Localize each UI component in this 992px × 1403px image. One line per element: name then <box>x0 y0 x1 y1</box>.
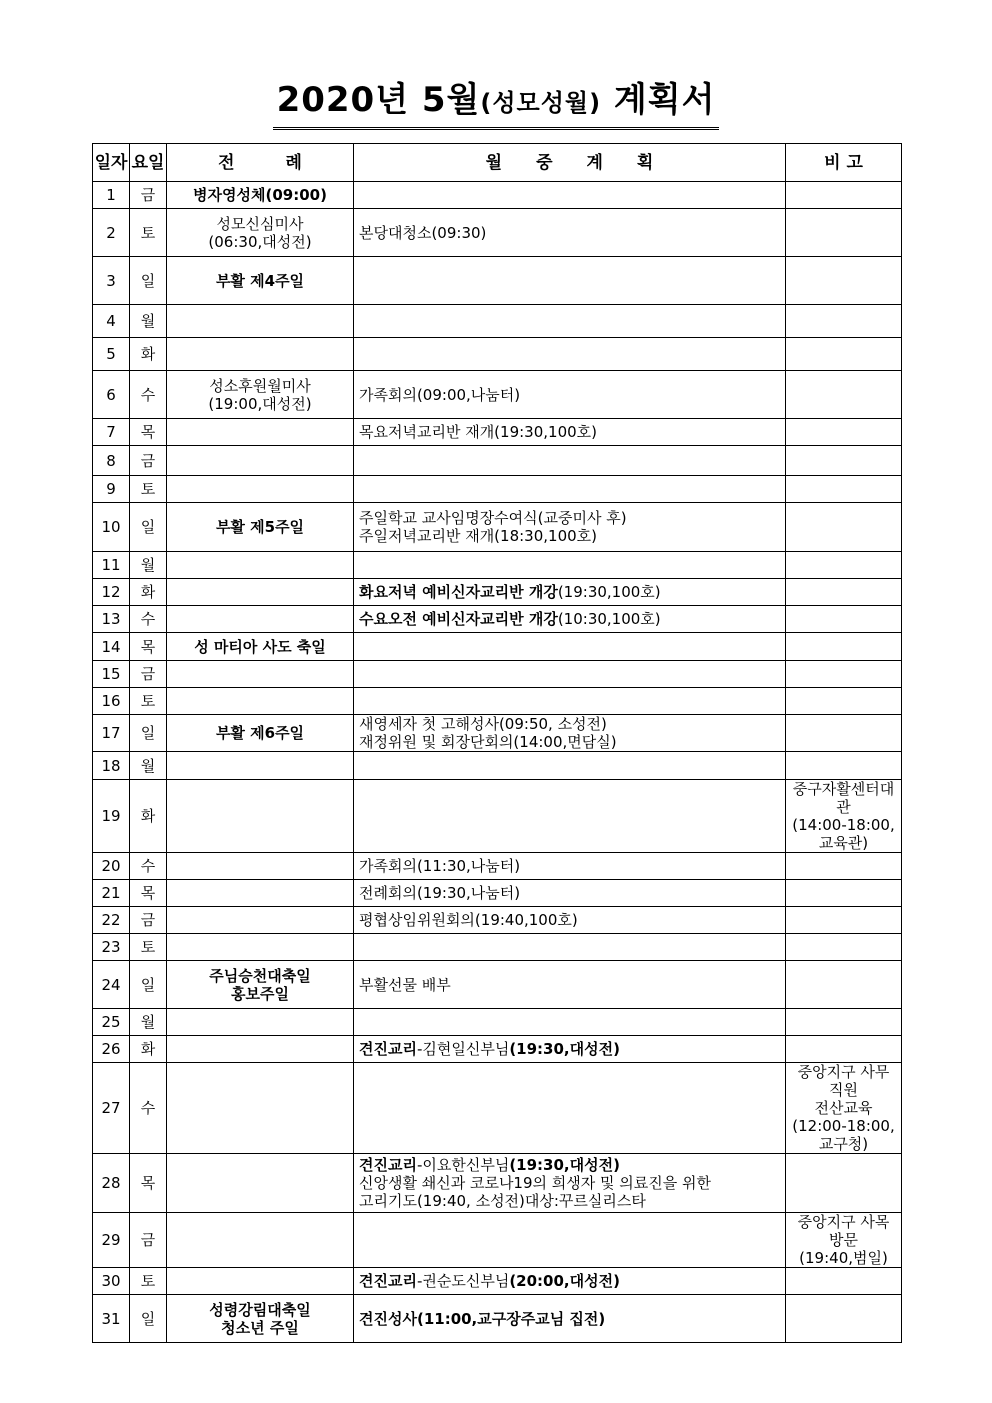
note-line: (14:00-18:00,교육관) <box>792 816 895 852</box>
weekday-cell: 수 <box>130 853 167 880</box>
weekday-cell: 목 <box>130 633 167 661</box>
plan-cell <box>354 907 786 934</box>
table-row <box>93 552 902 579</box>
note-cell <box>786 688 902 715</box>
note-cell <box>786 371 902 419</box>
table-body <box>93 182 902 1343</box>
weekday-cell: 월 <box>130 752 167 780</box>
liturgy-cell <box>167 552 354 579</box>
plan-cell <box>354 182 786 209</box>
plan-line: 재정위원 및 회장단회의(14:00,면담실) <box>359 733 617 751</box>
plan-line: 목요저녁교리반 재개(19:30,100호) <box>359 423 597 441</box>
note-line: 전산교육 <box>814 1099 873 1117</box>
day-cell: 29 <box>93 1213 130 1268</box>
table-row <box>93 338 902 371</box>
day-cell: 25 <box>93 1009 130 1036</box>
plan-cell <box>354 780 786 853</box>
note-cell <box>786 780 902 853</box>
page-title <box>273 78 720 130</box>
liturgy-cell <box>167 1009 354 1036</box>
table-row <box>93 476 902 503</box>
plan-line: 주일저녁교리반 재개(18:30,100호) <box>359 527 597 545</box>
day-cell: 1 <box>93 182 130 209</box>
weekday-cell: 토 <box>130 934 167 961</box>
table-row <box>93 853 902 880</box>
plan-cell <box>354 446 786 476</box>
weekday-cell: 화 <box>130 338 167 371</box>
plan-cell <box>354 633 786 661</box>
plan-line: 견진성사(11:00,교구장주교님 집전) <box>359 1309 606 1328</box>
weekday-cell: 수 <box>130 606 167 633</box>
day-cell: 14 <box>93 633 130 661</box>
day-cell: 12 <box>93 579 130 606</box>
table-row <box>93 907 902 934</box>
plan-line: 화요저녁 예비신자교리반 개강(19:30,100호) <box>359 583 661 601</box>
liturgy-cell <box>167 305 354 338</box>
day-cell: 28 <box>93 1154 130 1213</box>
note-cell <box>786 633 902 661</box>
table-row <box>93 446 902 476</box>
note-line: 중앙지구 사무직원 <box>797 1063 890 1099</box>
liturgy-cell <box>167 880 354 907</box>
day-cell: 4 <box>93 305 130 338</box>
plan-cell <box>354 257 786 305</box>
plan-cell <box>354 715 786 752</box>
plan-cell <box>354 476 786 503</box>
day-cell: 22 <box>93 907 130 934</box>
day-cell: 20 <box>93 853 130 880</box>
liturgy-text: 성모신심미사 (06:30,대성전) <box>208 214 312 251</box>
table-row <box>93 661 902 688</box>
liturgy-cell <box>167 182 354 209</box>
table-row <box>93 961 902 1009</box>
plan-cell <box>354 419 786 446</box>
weekday-cell: 토 <box>130 209 167 257</box>
liturgy-text: 주님승천대축일 홍보주일 <box>209 966 311 1003</box>
liturgy-cell <box>167 476 354 503</box>
table-row <box>93 780 902 853</box>
title-wrap <box>0 78 992 130</box>
plan-cell <box>354 552 786 579</box>
note-cell <box>786 579 902 606</box>
weekday-cell: 일 <box>130 503 167 552</box>
weekday-cell: 수 <box>130 371 167 419</box>
note-cell <box>786 209 902 257</box>
liturgy-cell <box>167 1295 354 1343</box>
weekday-cell: 토 <box>130 688 167 715</box>
note-cell <box>786 305 902 338</box>
title-suffix: 계획서 <box>601 80 716 120</box>
note-cell <box>786 552 902 579</box>
table-row <box>93 371 902 419</box>
note-cell <box>786 1063 902 1154</box>
day-cell: 6 <box>93 371 130 419</box>
weekday-cell: 월 <box>130 1009 167 1036</box>
liturgy-cell <box>167 752 354 780</box>
note-line: (19:40,범일) <box>799 1249 888 1267</box>
liturgy-cell <box>167 209 354 257</box>
liturgy-cell <box>167 934 354 961</box>
plan-line: 고리기도(19:40, 소성전)대상:꾸르실리스타 <box>359 1192 646 1210</box>
note-cell <box>786 907 902 934</box>
note-cell <box>786 503 902 552</box>
liturgy-cell <box>167 633 354 661</box>
day-cell: 18 <box>93 752 130 780</box>
plan-cell <box>354 606 786 633</box>
note-cell <box>786 934 902 961</box>
liturgy-cell <box>167 419 354 446</box>
note-cell <box>786 182 902 209</box>
liturgy-text: 성 마티아 사도 축일 <box>194 637 326 656</box>
table-row <box>93 1036 902 1063</box>
weekday-cell: 화 <box>130 780 167 853</box>
table-row <box>93 633 902 661</box>
liturgy-cell <box>167 688 354 715</box>
plan-cell <box>354 1154 786 1213</box>
plan-line: 견진교리-김현일신부님(19:30,대성전) <box>359 1040 620 1058</box>
table-row <box>93 257 902 305</box>
day-cell: 3 <box>93 257 130 305</box>
note-cell <box>786 338 902 371</box>
day-cell: 11 <box>93 552 130 579</box>
day-cell: 30 <box>93 1268 130 1295</box>
plan-line: 가족회의(09:00,나눔터) <box>359 385 521 404</box>
day-cell: 13 <box>93 606 130 633</box>
table-row <box>93 419 902 446</box>
table-row <box>93 503 902 552</box>
title-subtitle: (성모성월) <box>480 89 602 117</box>
header-day: 일자 <box>93 144 130 182</box>
note-cell <box>786 419 902 446</box>
day-cell: 5 <box>93 338 130 371</box>
plan-cell <box>354 1009 786 1036</box>
plan-cell <box>354 209 786 257</box>
liturgy-cell <box>167 1154 354 1213</box>
table-row <box>93 715 902 752</box>
weekday-cell: 금 <box>130 661 167 688</box>
plan-line: 본당대청소(09:30) <box>359 223 487 242</box>
liturgy-cell <box>167 579 354 606</box>
plan-line: 가족회의(11:30,나눔터) <box>359 857 521 875</box>
note-cell <box>786 1213 902 1268</box>
weekday-cell: 금 <box>130 1213 167 1268</box>
liturgy-cell <box>167 371 354 419</box>
liturgy-cell <box>167 661 354 688</box>
header-liturgy: 전 례 <box>167 144 354 182</box>
table-row <box>93 1154 902 1213</box>
note-cell <box>786 1036 902 1063</box>
day-cell: 2 <box>93 209 130 257</box>
plan-line: 전례회의(19:30,나눔터) <box>359 884 521 902</box>
liturgy-text: 부활 제6주일 <box>215 724 305 742</box>
plan-cell <box>354 752 786 780</box>
table-row <box>93 752 902 780</box>
liturgy-text: 성소후원월미사 (19:00,대성전) <box>208 376 312 413</box>
header-plan: 월 중 계 획 <box>354 144 786 182</box>
note-cell <box>786 752 902 780</box>
plan-cell <box>354 305 786 338</box>
note-cell <box>786 961 902 1009</box>
day-cell: 9 <box>93 476 130 503</box>
monthly-plan-table <box>92 143 902 1343</box>
liturgy-cell <box>167 503 354 552</box>
weekday-cell: 토 <box>130 476 167 503</box>
table-row <box>93 880 902 907</box>
weekday-cell: 수 <box>130 1063 167 1154</box>
note-cell <box>786 661 902 688</box>
liturgy-text: 성령강림대축일 청소년 주일 <box>209 1300 311 1337</box>
plan-line: 견진교리-권순도신부님(20:00,대성전) <box>359 1272 620 1290</box>
plan-cell <box>354 1295 786 1343</box>
weekday-cell: 일 <box>130 1295 167 1343</box>
liturgy-cell <box>167 606 354 633</box>
day-cell: 15 <box>93 661 130 688</box>
plan-line: 신앙생활 쇄신과 코로나19의 희생자 및 의료진을 위한 <box>359 1174 711 1192</box>
table-row <box>93 1009 902 1036</box>
day-cell: 31 <box>93 1295 130 1343</box>
note-cell <box>786 880 902 907</box>
weekday-cell: 금 <box>130 907 167 934</box>
day-cell: 7 <box>93 419 130 446</box>
liturgy-cell <box>167 853 354 880</box>
day-cell: 19 <box>93 780 130 853</box>
liturgy-cell <box>167 1036 354 1063</box>
weekday-cell: 목 <box>130 1154 167 1213</box>
plan-cell <box>354 961 786 1009</box>
note-cell <box>786 476 902 503</box>
note-line: 중구자활센터대관 <box>792 780 895 816</box>
note-cell <box>786 1295 902 1343</box>
plan-cell <box>354 371 786 419</box>
title-main: 2020년 5월 <box>276 80 481 120</box>
liturgy-cell <box>167 715 354 752</box>
day-cell: 16 <box>93 688 130 715</box>
header-note: 비 고 <box>786 144 902 182</box>
liturgy-cell <box>167 1213 354 1268</box>
plan-line: 평협상임위원회의(19:40,100호) <box>359 911 578 929</box>
plan-cell <box>354 661 786 688</box>
table-row <box>93 1213 902 1268</box>
liturgy-cell <box>167 257 354 305</box>
note-cell <box>786 446 902 476</box>
liturgy-cell <box>167 1268 354 1295</box>
liturgy-cell <box>167 338 354 371</box>
day-cell: 21 <box>93 880 130 907</box>
day-cell: 10 <box>93 503 130 552</box>
note-cell <box>786 1009 902 1036</box>
table-row <box>93 305 902 338</box>
liturgy-text: 부활 제4주일 <box>215 271 305 290</box>
liturgy-cell <box>167 961 354 1009</box>
plan-cell <box>354 1063 786 1154</box>
weekday-cell: 화 <box>130 579 167 606</box>
weekday-cell: 금 <box>130 182 167 209</box>
day-cell: 24 <box>93 961 130 1009</box>
plan-cell <box>354 1268 786 1295</box>
weekday-cell: 일 <box>130 961 167 1009</box>
plan-cell <box>354 688 786 715</box>
weekday-cell: 토 <box>130 1268 167 1295</box>
plan-line: 수요오전 예비신자교리반 개강(10:30,100호) <box>359 610 661 628</box>
note-cell <box>786 853 902 880</box>
plan-line: 주일학교 교사임명장수여식(교중미사 후) <box>359 509 627 527</box>
note-line: 중앙지구 사목방문 <box>797 1213 890 1249</box>
note-cell <box>786 715 902 752</box>
table-row <box>93 182 902 209</box>
weekday-cell: 목 <box>130 880 167 907</box>
plan-line: 부활선물 배부 <box>359 975 451 994</box>
table-row <box>93 688 902 715</box>
weekday-cell: 일 <box>130 715 167 752</box>
day-cell: 8 <box>93 446 130 476</box>
liturgy-cell <box>167 907 354 934</box>
weekday-cell: 월 <box>130 305 167 338</box>
liturgy-cell <box>167 1063 354 1154</box>
header-weekday: 요일 <box>130 144 167 182</box>
weekday-cell: 화 <box>130 1036 167 1063</box>
note-cell <box>786 1268 902 1295</box>
plan-cell <box>354 338 786 371</box>
note-cell <box>786 257 902 305</box>
weekday-cell: 월 <box>130 552 167 579</box>
liturgy-text: 병자영성체(09:00) <box>193 186 327 204</box>
plan-cell <box>354 880 786 907</box>
header-row <box>93 144 902 182</box>
table-row <box>93 606 902 633</box>
day-cell: 17 <box>93 715 130 752</box>
table-row <box>93 209 902 257</box>
liturgy-cell <box>167 446 354 476</box>
plan-cell <box>354 1036 786 1063</box>
plan-line: 견진교리-이요한신부님(19:30,대성전) <box>359 1156 620 1174</box>
liturgy-cell <box>167 780 354 853</box>
day-cell: 27 <box>93 1063 130 1154</box>
plan-cell <box>354 853 786 880</box>
note-cell <box>786 606 902 633</box>
day-cell: 26 <box>93 1036 130 1063</box>
day-cell: 23 <box>93 934 130 961</box>
table-row <box>93 579 902 606</box>
weekday-cell: 일 <box>130 257 167 305</box>
plan-cell <box>354 503 786 552</box>
table-row <box>93 934 902 961</box>
note-line: (12:00-18:00,교구청) <box>792 1117 895 1153</box>
weekday-cell: 금 <box>130 446 167 476</box>
plan-line: 새영세자 첫 고해성사(09:50, 소성전) <box>359 715 607 733</box>
weekday-cell: 목 <box>130 419 167 446</box>
plan-cell <box>354 934 786 961</box>
liturgy-text: 부활 제5주일 <box>215 518 305 536</box>
note-cell <box>786 1154 902 1213</box>
plan-cell <box>354 579 786 606</box>
plan-cell <box>354 1213 786 1268</box>
table-row <box>93 1295 902 1343</box>
table-row <box>93 1063 902 1154</box>
table-row <box>93 1268 902 1295</box>
